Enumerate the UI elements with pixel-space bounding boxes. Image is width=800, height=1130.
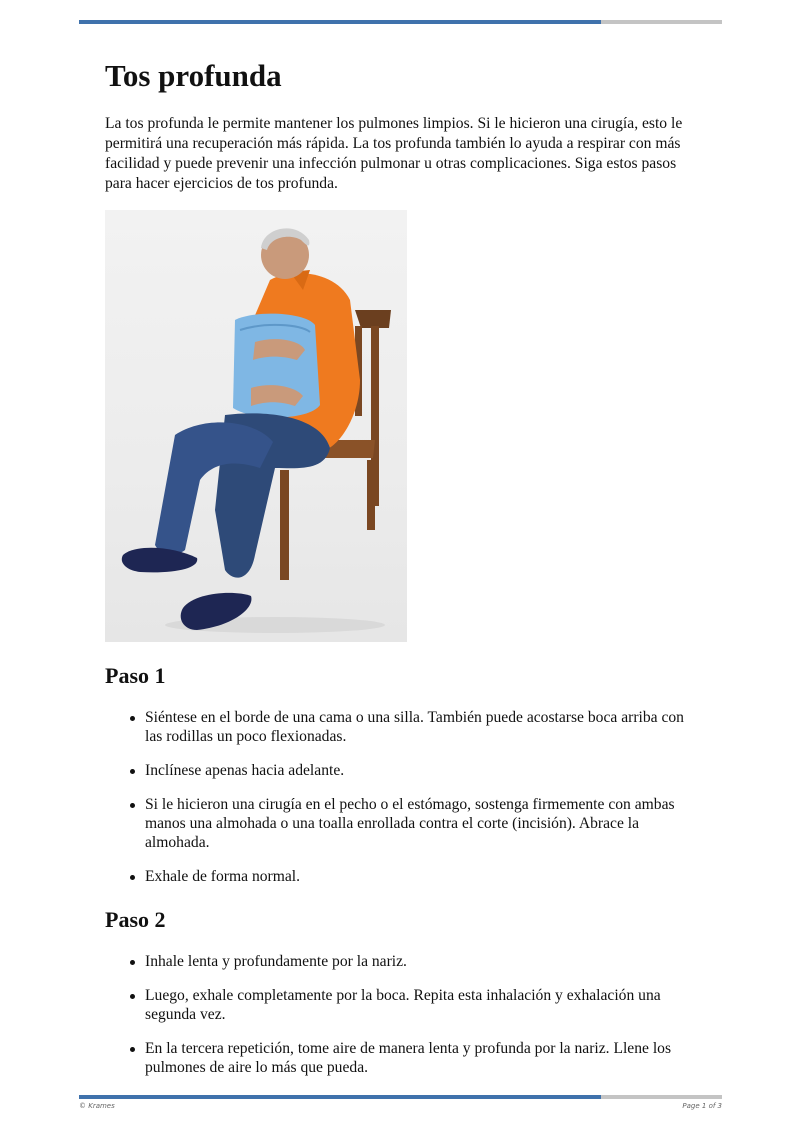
section-heading-paso-1: Paso 1	[105, 663, 166, 688]
top-accent-bar-blue	[79, 20, 601, 24]
top-accent-bar-gray	[601, 20, 722, 24]
list-item: Luego, exhale completamente por la boca. Repita esta inhalación y exhalación una segunda vez.	[105, 986, 695, 1024]
list-item: Exhale de forma normal.	[105, 867, 695, 886]
bullet-icon	[130, 960, 135, 965]
bullet-icon	[130, 1047, 135, 1052]
bullet-icon	[130, 994, 135, 999]
bullet-icon	[130, 769, 135, 774]
bullet-icon	[130, 803, 135, 808]
page-title: Tos profunda	[105, 58, 282, 93]
section-list-paso-2	[105, 952, 695, 1077]
bullet-icon	[130, 716, 135, 721]
list-item: Si le hicieron una cirugía en el pecho o el estómago, sostenga firmemente con ambas manos una almohada o una toalla enrollada contra el corte (incisión). Abrace la almohada.	[105, 795, 695, 852]
man-hugging-pillow-photo	[105, 210, 407, 642]
top-accent-bar	[79, 20, 722, 24]
footer-accent-bar-blue	[79, 1095, 601, 1099]
list-item: Inclínese apenas hacia adelante.	[105, 761, 695, 780]
bullet-icon	[130, 875, 135, 880]
section-heading-paso-2: Paso 2	[105, 907, 166, 932]
list-item: En la tercera repetición, tome aire de manera lenta y profunda por la nariz. Llene los pulmones de aire lo más que pueda.	[105, 1039, 695, 1077]
footer-accent-bar-gray	[601, 1095, 722, 1099]
list-item: Siéntese en el borde de una cama o una silla. También puede acostarse boca arriba con las rodillas un poco flexionadas.	[105, 708, 695, 746]
intro-paragraph: La tos profunda le permite mantener los pulmones limpios. Si le hicieron una cirugía, esto le permitirá una recuperación más rápida. La tos profunda también lo ayuda a respirar con más facilidad y puede prevenir una infección pulmonar u otras complicaciones. Siga estos pasos para hacer ejercicios de tos profunda.	[105, 115, 683, 192]
section-list-paso-1	[105, 708, 695, 886]
footer-copyright: © Krames	[79, 1102, 115, 1110]
footer-accent-bar	[79, 1095, 722, 1099]
list-item: Inhale lenta y profundamente por la nariz.	[105, 952, 695, 971]
footer-page-number: Page 1 of 3	[682, 1102, 722, 1110]
document-content	[105, 56, 695, 1092]
